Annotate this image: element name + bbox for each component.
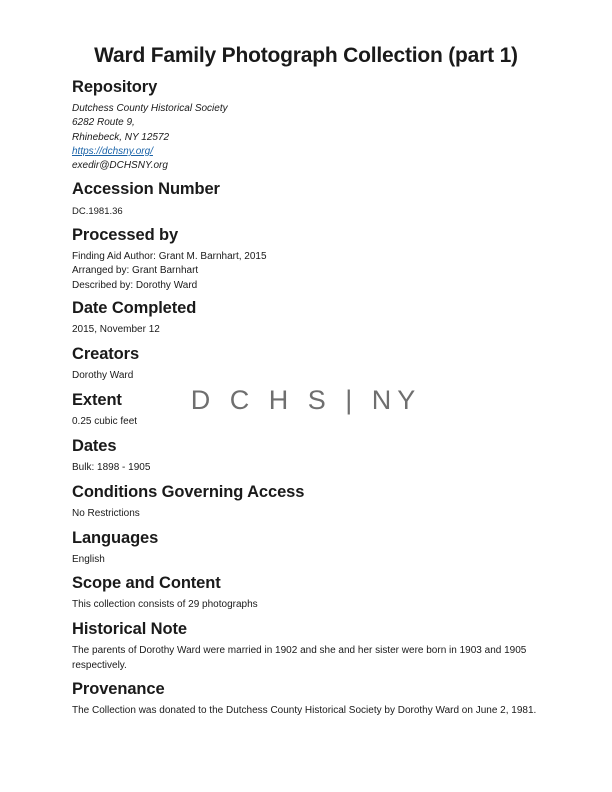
dates-heading: Dates xyxy=(72,437,117,455)
creators-section xyxy=(72,343,572,383)
dates-section xyxy=(72,435,572,475)
date-completed-value: 2015, November 12 xyxy=(72,324,160,335)
date-completed-heading: Date Completed xyxy=(72,299,197,317)
dchs-watermark: D C H S | NY xyxy=(190,385,422,415)
provenance-text: The Collection was donated to the Dutchess County Historical Society by Dorothy Ward on June 2, 1981. xyxy=(72,705,537,716)
repository-address-line2: Rhinebeck, NY 12572 xyxy=(72,131,170,143)
accession-section xyxy=(72,178,572,219)
repository-name: Dutchess County Historical Society xyxy=(72,103,228,114)
provenance-section xyxy=(72,678,572,719)
access-heading: Conditions Governing Access xyxy=(72,483,305,501)
historical-note-section xyxy=(72,618,572,673)
languages-value: English xyxy=(72,554,105,565)
accession-heading: Accession Number xyxy=(72,180,220,198)
date-completed-section xyxy=(72,297,572,337)
accession-number: DC.1981.36 xyxy=(72,206,123,217)
historical-note-heading: Historical Note xyxy=(72,620,187,638)
access-section xyxy=(72,481,572,521)
access-value: No Restrictions xyxy=(72,508,140,519)
extent-heading: Extent xyxy=(72,391,122,409)
scope-heading: Scope and Content xyxy=(72,574,221,592)
arranged-by: Arranged by: Grant Barnhart xyxy=(72,265,199,277)
extent-value: 0.25 cubic feet xyxy=(72,416,138,427)
repository-email: exedir@DCHSNY.org xyxy=(72,160,168,172)
described-by: Described by: Dorothy Ward xyxy=(72,279,198,291)
processed-section xyxy=(72,224,572,293)
repository-website-link[interactable]: https://dchsny.org/ xyxy=(72,145,153,157)
provenance-heading: Provenance xyxy=(72,680,165,698)
repository-address-line1: 6282 Route 9, xyxy=(72,117,135,129)
finding-aid-author: Finding Aid Author: Grant M. Barnhart, 2015 xyxy=(72,251,267,262)
creators-heading: Creators xyxy=(72,345,140,363)
languages-section xyxy=(72,527,572,567)
scope-section xyxy=(72,572,572,612)
creators-value: Dorothy Ward xyxy=(72,370,134,381)
scope-value: This collection consists of 29 photographs xyxy=(72,599,258,610)
processed-heading: Processed by xyxy=(72,226,179,244)
languages-heading: Languages xyxy=(72,529,159,547)
dates-value: Bulk: 1898 - 1905 xyxy=(72,462,151,473)
extent-section xyxy=(72,389,572,429)
repository-heading: Repository xyxy=(72,78,158,96)
historical-note-text: The parents of Dorothy Ward were married in 1902 and she and her sister were born in 1903 and 1905 respectively. xyxy=(72,645,527,671)
repository-section xyxy=(72,76,572,173)
document-title: Ward Family Photograph Collection (part 1) xyxy=(94,44,518,67)
